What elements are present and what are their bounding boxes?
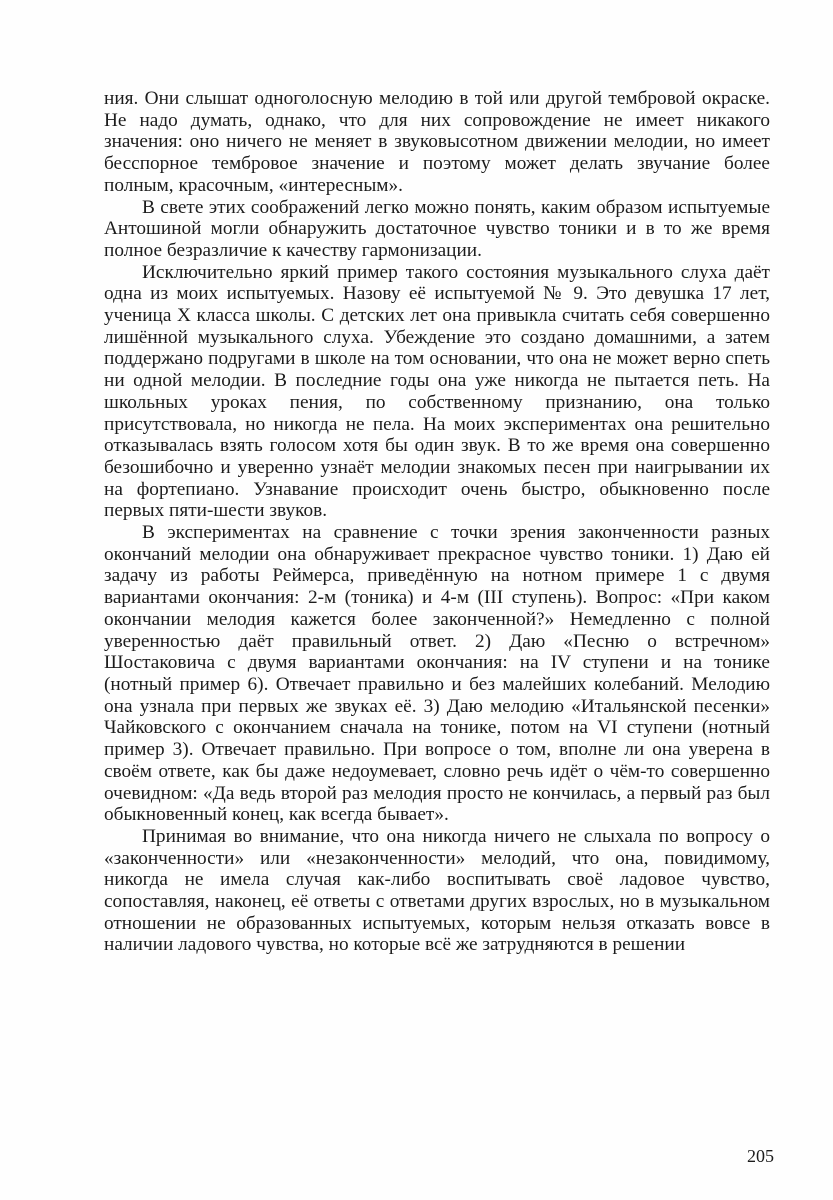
page-body-text [104, 88, 770, 956]
page-number: 205 [747, 1146, 774, 1166]
paragraph-subject-9: Исключительно яркий пример такого состояния музыкального слуха даёт одна из моих испытуемых. Назову её испытуемой № 9. Это девушка 17 лет, ученица X класса школы. С детских лет она привыкла считать себя совершенно лишённой музыкального слуха. Убеждение это создано домашними, а затем поддержано подругами в школе на том основании, что она не может верно спеть ни одной мелодии. В последние годы она уже никогда не пытается петь. На школьных уроках пения, по собственному признанию, она только присутствовала, но никогда не пела. На моих экспериментах она решительно отказывалась взять голосом хотя бы один звук. В то же время она совершенно безошибочно и уверенно узнаёт мелодии знакомых песен при наигрывании их на фортепиано. Узнавание происходит очень быстро, обыкновенно после первых пяти-шести звуков. [104, 261, 770, 522]
paragraph-continuation: ния. Они слышат одноголосную мелодию в той или другой тембровой окраске. Не надо думать, однако, что для них сопровождение не имеет никакого значения: оно ничего не меняет в звуковысотном движении мелодии, но имеет бесспорное тембровое значение и поэтому может делать звучание более полным, красочным, «интересным». [104, 88, 770, 196]
paragraph-antoshina: В свете этих соображений легко можно понять, каким образом испытуемые Антошиной могли обнаружить достаточное чувство тоники и в то же время полное безразличие к качеству гармонизации. [104, 196, 770, 261]
paragraph-conclusion: Принимая во внимание, что она никогда ничего не слыхала по вопросу о «законченности» или «незаконченности» мелодий, что она, повидимому, никогда не имела случая как-либо воспитывать своё ладовое чувство, сопоставляя, наконец, её ответы с ответами других взрослых, но в музыкальном отношении не образованных испытуемых, которым нельзя отказать вовсе в наличии ладового чувства, но которые всё же затрудняются в решении [104, 825, 770, 956]
paragraph-experiments: В экспериментах на сравнение с точки зрения законченности разных окончаний мелодии она обнаруживает прекрасное чувство тоники. 1) Даю ей задачу из работы Реймерса, приведённую на нотном примере 1 с двумя вариантами окончания: 2-м (тоника) и 4-м (III ступень). Вопрос: «При каком окончании мелодия кажется более законченной?» Немедленно с полной уверенностью даёт правильный ответ. 2) Даю «Песню о встречном» Шостаковича с двумя вариантами окончания: на IV ступени и на тонике (нотный пример 6). Отвечает правильно и без малейших колебаний. Мелодию она узнала при первых же звуках её. 3) Даю мелодию «Итальянской песенки» Чайковского с окончанием сначала на тонике, потом на VI ступени (нотный пример 3). Отвечает правильно. При вопросе о том, вполне ли она уверена в своём ответе, как бы даже недоумевает, словно речь идёт о чём-то совершенно очевидном: «Да ведь второй раз мелодия просто не кончилась, а первый раз был обыкновенный конец, как всегда бывает». [104, 522, 770, 826]
